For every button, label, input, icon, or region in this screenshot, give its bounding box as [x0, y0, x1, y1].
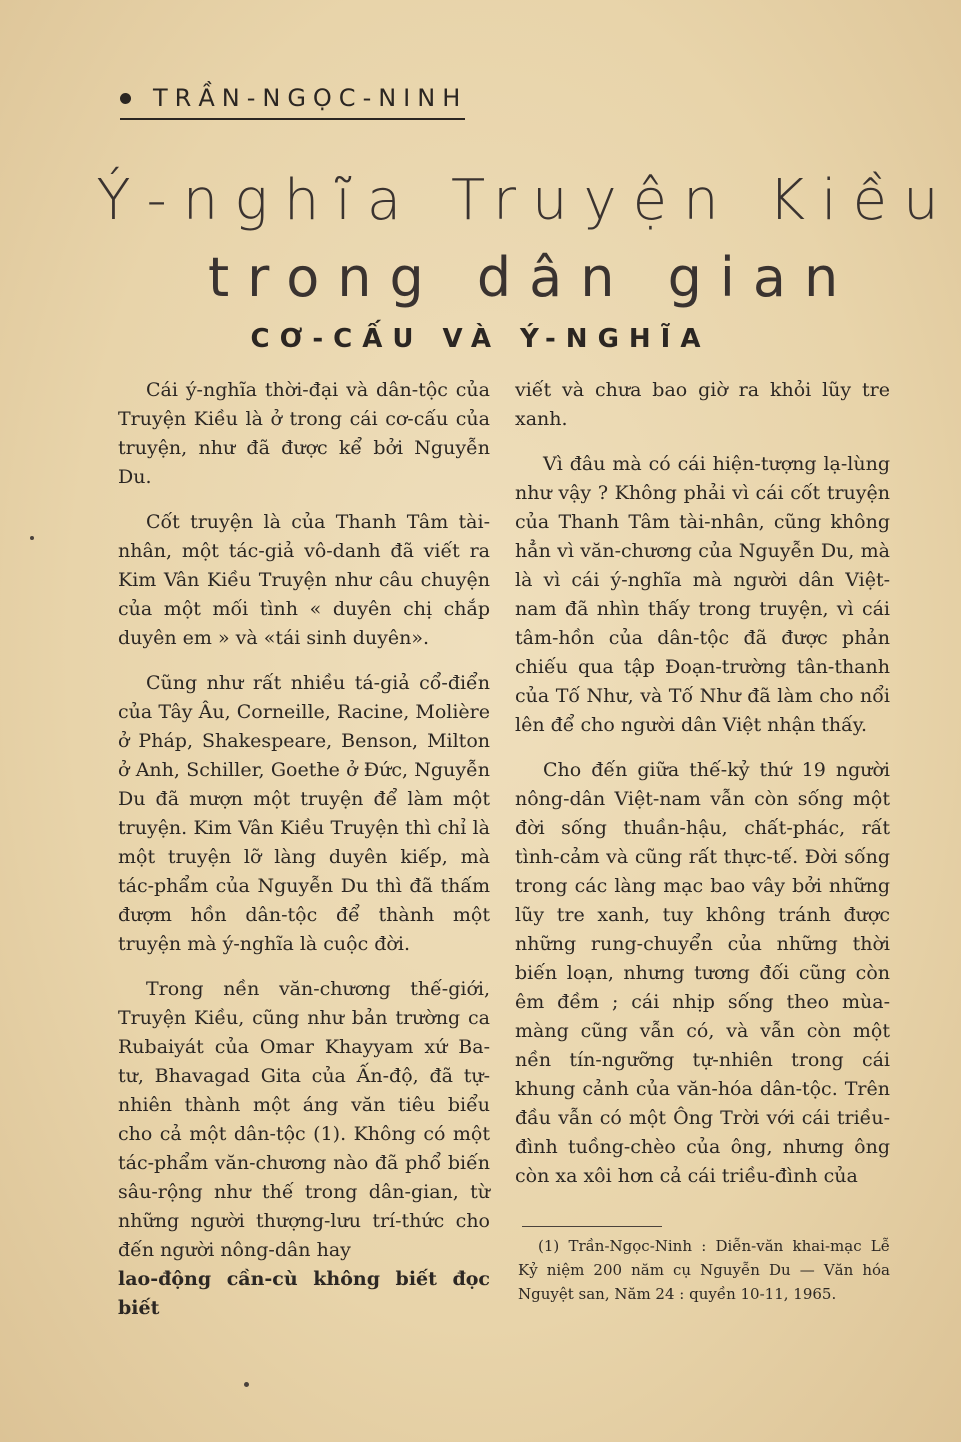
stray-dot-mark: [30, 536, 34, 540]
footnote: (1) Trần-Ngọc-Ninh : Diễn-văn khai-mạc Lễ Kỷ niệm 200 năm cụ Nguyễn Du — Văn hóa Nguyệt san, Năm 24 : quyền 10-11, 1965.: [518, 1237, 890, 1303]
author-name: TRẦN-NGỌC-NINH: [153, 84, 468, 112]
author-byline: [120, 84, 467, 112]
left-column: [118, 376, 490, 1339]
paragraph: Cốt truyện là của Thanh Tâm tài-nhân, một tác-giả vô-danh đã viết ra Kim Vân Kiều Truyện như câu chuyện của một mối tình « duyên chị chắp duyên em » và «tái sinh duyên».: [118, 511, 490, 649]
paragraph: Cũng như rất nhiều tá-giả cổ-điển của Tây Âu, Corneille, Racine, Molière ở Pháp, Shakespeare, Benson, Milton ở Anh, Schiller, Goethe ở Đức, Nguyễn Du đã mượn một truyện để làm một truyện. Kim Vân Kiều Truyện thì chỉ là một truyện lỡ làng duyên kiếp, mà tác-phẩm của Nguyễn Du thì đã thấm đượm hồn dân-tộc để thành một truyện mà ý-nghĩa là cuộc đời.: [118, 672, 490, 955]
bullet-dot-icon: [120, 93, 131, 104]
section-heading: CƠ-CẤU VÀ Ý-NGHĨA: [250, 324, 711, 354]
footnote-divider: [522, 1226, 662, 1227]
article-title-line-2: trong dân gian: [208, 246, 857, 309]
author-underline: [120, 118, 465, 120]
paragraph: Cho đến giữa thế-kỷ thứ 19 người nông-dân Việt-nam vẫn còn sống một đời sống thuần-hậu, chất-phác, rất tình-cảm và cũng rất thực-tế. Đời sống trong các làng mạc bao vây bởi những lũy tre xanh, tuy không tránh được những rung-chuyển của những thời biến loạn, nhưng tương đối cũng còn êm đềm ; cái nhịp sống theo mùa-màng cũng vẫn có, và vẫn còn một nền tín-ngưỡng tự-nhiên trong cái khung cảnh của văn-hóa dân-tộc. Trên đầu vẫn có một Ông Trời với cái triều-đình tuồng-chèo của ông, nhưng ông còn xa xôi hơn cả cái triều-đình của: [515, 759, 890, 1187]
paragraph-continuation: lao-động cần-cù không biết đọc biết: [118, 1268, 490, 1319]
stray-dot-mark: [244, 1382, 249, 1387]
article-title-line-1: Ý-nghĩa Truyện Kiều: [96, 168, 955, 233]
paragraph: Cái ý-nghĩa thời-đại và dân-tộc của Truyện Kiều là ở trong cái cơ-cấu của truyện, như đã được kể bởi Nguyễn Du.: [118, 379, 490, 488]
paragraph-continuation: viết và chưa bao giờ ra khỏi lũy tre xanh.: [515, 379, 890, 430]
right-column: [515, 376, 890, 1207]
paragraph: Vì đâu mà có cái hiện-tượng lạ-lùng như vậy ? Không phải vì cái cốt truyện của Thanh Tâm tài-nhân, cũng không hẳn vì văn-chương của Nguyễn Du, mà là vì cái ý-nghĩa mà người dân Việt-nam đã nhìn thấy trong truyện, vì cái tâm-hồn của dân-tộc đã được phản chiếu qua tập Đoạn-trường tân-thanh của Tố Như, và Tố Như đã làm cho nổi lên để cho người dân Việt nhận thấy.: [515, 453, 890, 736]
paragraph: Trong nền văn-chương thế-giới, Truyện Kiều, cũng như bản trường ca Rubaiyát của Omar Khayyam xứ Ba-tư, Bhavagad Gita của Ấn-độ, đã tự-nhiên thành một áng văn tiêu biểu cho cả một dân-tộc (1). Không có một tác-phẩm văn-chương nào đã phổ biến sâu-rộng như thế trong dân-gian, từ những người thượng-lưu trí-thức cho đến người nông-dân hay: [118, 978, 490, 1261]
